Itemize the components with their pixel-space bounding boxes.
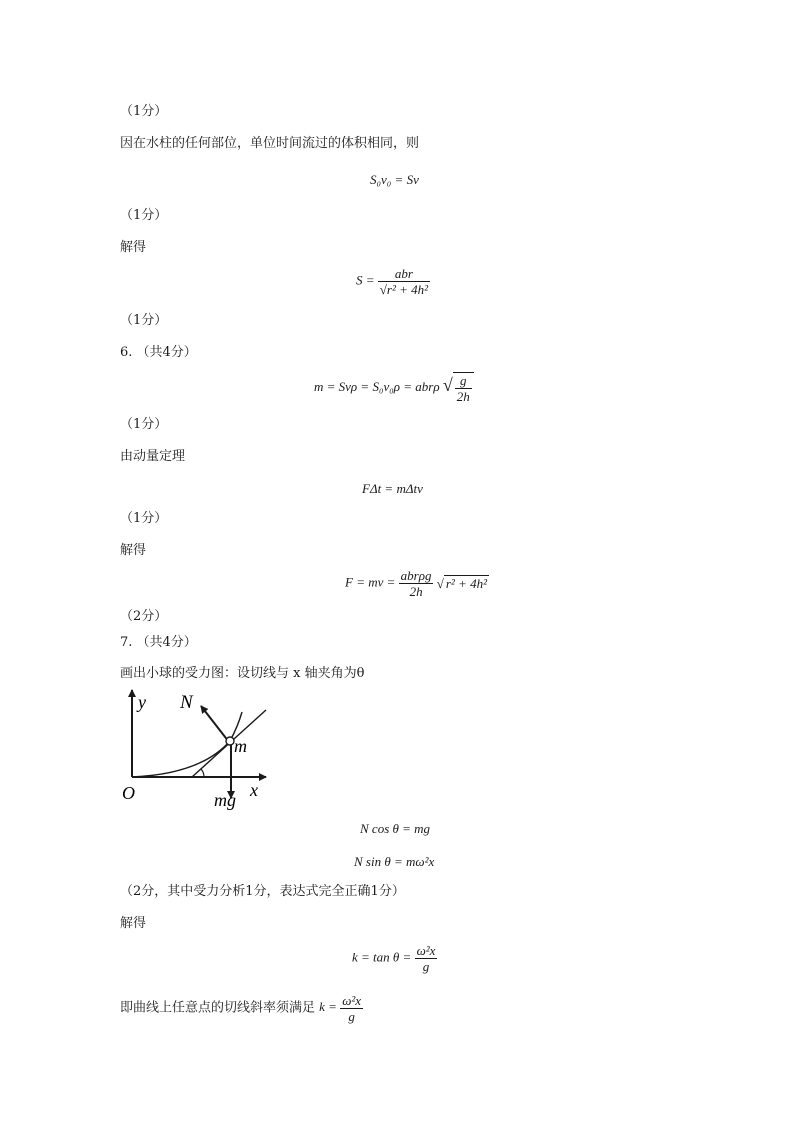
score-note-1: （1分） xyxy=(120,104,168,119)
equation-conclusion-denominator: g xyxy=(348,1009,355,1024)
equation-mass-fraction xyxy=(453,372,474,404)
score-note-4: （1分） xyxy=(120,417,168,432)
equation-conclusion-numerator: ω²x xyxy=(342,993,362,1008)
equation-area-lhs: S = xyxy=(356,272,375,288)
normal-force-label: N xyxy=(180,692,193,713)
equation-force-denominator: 2h xyxy=(409,584,423,599)
equation-continuity: S₀v₀ = Sv xyxy=(370,172,419,187)
equation-slope-fraction xyxy=(415,943,438,974)
angle-theta-arc xyxy=(201,769,204,777)
origin-label: O xyxy=(122,783,135,803)
x-axis-label: x xyxy=(250,780,258,800)
equation-conclusion xyxy=(319,993,363,1024)
equation-area-denominator: r² + 4h² xyxy=(386,282,429,297)
equation-force-lhs: F = mv = xyxy=(345,574,396,590)
equation-mass: m = Svρ = S₀v₀ρ = abrρ √ $\frac{g}{2h}$ xyxy=(314,372,474,404)
score-note-5: （1分） xyxy=(120,511,168,526)
volume-statement: 因在水柱的任何部位，单位时间流过的体积相同，则 xyxy=(120,136,420,151)
conclusion-text: 即曲线上任意点的切线斜率须满足 xyxy=(120,1000,316,1016)
equation-slope-lhs: k = tan θ = xyxy=(352,949,412,965)
equation-force-numerator: abrρg xyxy=(400,568,432,583)
score-note-6: （2分） xyxy=(120,609,168,624)
ball xyxy=(226,737,234,745)
force-diagram-caption: 画出小球的受力图：设切线与 x 轴夹角为θ xyxy=(120,666,365,681)
equation-centripetal: N sin θ = mω²x xyxy=(354,854,435,869)
solve-label-3: 解得 xyxy=(120,916,147,931)
equation-mass-numerator: g xyxy=(455,373,472,389)
equation-conclusion-fraction xyxy=(340,993,363,1024)
score-note-7: （2分，其中受力分析1分，表达式完全正确1分） xyxy=(120,884,405,899)
force-diagram xyxy=(116,686,276,810)
y-axis-label: y xyxy=(138,692,146,712)
conclusion-line xyxy=(120,993,363,1024)
parabola-curve xyxy=(132,712,242,777)
equation-momentum: FΔt = mΔtv xyxy=(362,481,423,496)
mass-label: m xyxy=(234,736,247,756)
equation-force: F = mv = $\frac{\text{abrρg}}{2h}$ √ r² + 4h² xyxy=(345,568,487,599)
equation-force-fraction xyxy=(399,568,434,599)
equation-conclusion-lhs: k = xyxy=(319,999,337,1015)
equation-slope-numerator: ω²x xyxy=(416,943,436,958)
section-7-heading: 7. （共4分） xyxy=(120,635,197,650)
equation-force-radicand: r² + 4h² xyxy=(445,576,487,591)
score-note-2: （1分） xyxy=(120,208,168,223)
normal-force-arrow xyxy=(201,706,229,742)
equation-area xyxy=(356,266,430,297)
equation-area-numerator: abr xyxy=(378,266,430,282)
section-6-heading: 6. （共4分） xyxy=(120,345,197,360)
equation-mass-lhs: m = Svρ = S₀v₀ρ = abrρ xyxy=(314,378,440,394)
solve-label-2: 解得 xyxy=(120,543,147,558)
weight-label: mg xyxy=(214,790,236,810)
equation-mass-denominator: 2h xyxy=(456,389,470,404)
equation-area-fraction: $\frac{\text{abr}}{\text{√r² + 4h²}}$ xyxy=(379,266,429,297)
momentum-theorem-label: 由动量定理 xyxy=(120,449,186,464)
equation-slope xyxy=(352,943,437,974)
score-note-3: （1分） xyxy=(120,313,168,328)
equation-vertical-balance: N cos θ = mg xyxy=(360,821,431,836)
solve-label-1: 解得 xyxy=(120,240,147,255)
equation-slope-denominator: g xyxy=(422,959,430,974)
